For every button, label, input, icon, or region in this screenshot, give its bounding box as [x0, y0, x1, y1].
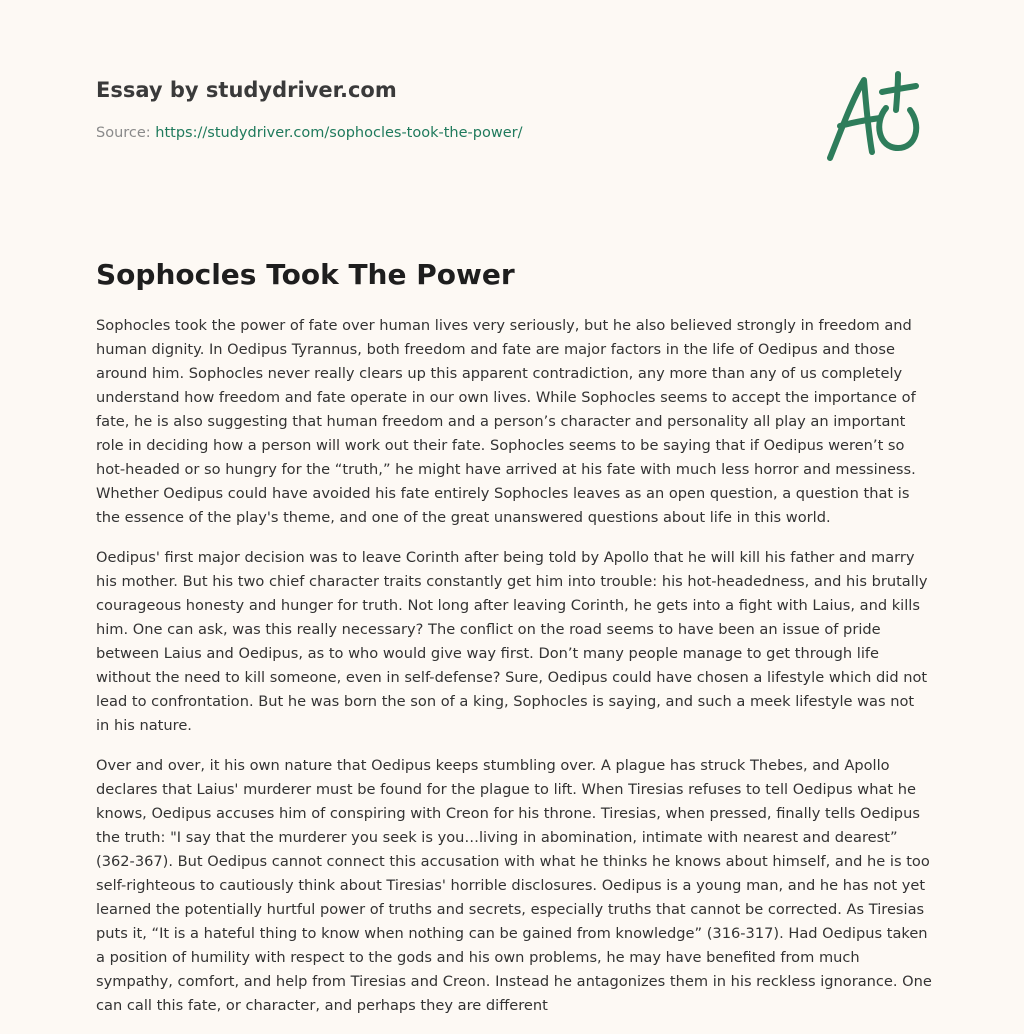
essay-title: Sophocles Took The Power: [96, 258, 515, 291]
essay-paragraph: Sophocles took the power of fate over human lives very seriously, but he also believed strongly in freedom and human dignity. In Oedipus Tyrannus, both freedom and fate are major factors in the life of Oedipus and those around him. Sophocles never really clears up this apparent contradiction, any more than any of us completely understand how freedom and fate operate in our own lives. While Sophocles seems to accept the importance of fate, he is also suggesting that human freedom and a person’s character and personality all play an important role in deciding how a person will work out their fate. Sophocles seems to be saying that if Oedipus weren’t so hot-headed or so hungry for the “truth,” he might have arrived at his fate with much less horror and messiness. Whether Oedipus could have avoided his fate entirely Sophocles leaves as an open question, a question that is the essence of the play's theme, and one of the great unanswered questions about life in this world.: [96, 317, 916, 526]
essay-paragraph: Over and over, it his own nature that Oedipus keeps stumbling over. A plague has struck Thebes, and Apollo declares that Laius' murderer must be found for the plague to lift. When Tiresias refuses to tell Oedipus what he knows, Oedipus accuses him of conspiring with Creon for his throne. Tiresias, when pressed, finally tells Oedipus the truth: "I say that the murderer you seek is you…living in abomination, intimate with nearest and dearest” (362-367). But Oedipus cannot connect this accusation with what he thinks he knows about himself, and he is too self-righteous to cautiously think about Tiresias' horrible disclosures. Oedipus is a young man, and he has not yet learned the potentially hurtful power of truths and secrets, especially truths that cannot be corrected. As Tiresias puts it, “It is a hateful thing to know when nothing can be gained from knowledge” (316-317). Had Oedipus taken a position of humility with respect to the gods and his own problems, he may have benefited from much sympathy, comfort, and help from Tiresias and Creon. Instead he antagonizes them in his reckless ignorance. One can call this fate, or character, and perhaps they are different: [96, 757, 932, 1014]
source-link[interactable]: https://studydriver.com/sophocles-took-the-power/: [155, 125, 523, 141]
header: [96, 76, 796, 143]
source-line: [96, 123, 796, 143]
site-title: Essay by studydriver.com: [96, 78, 397, 102]
a-plus-logo-icon: [818, 64, 930, 168]
essay-body: [96, 314, 932, 1034]
source-label: Source:: [96, 125, 156, 141]
essay-paragraph: Oedipus' first major decision was to leave Corinth after being told by Apollo that he will kill his father and marry his mother. But his two chief character traits constantly get him into trouble: his hot-headedness, and his brutally courageous honesty and hunger for truth. Not long after leaving Corinth, he gets into a fight with Laius, and kills him. One can ask, was this really necessary? The conflict on the road seems to have been an issue of pride between Laius and Oedipus, as to who would give way first. Don’t many people manage to get through life without the need to kill someone, even in self-defense? Sure, Oedipus could have chosen a lifestyle which did not lead to confrontation. But he was born the son of a king, Sophocles is saying, and such a meek lifestyle was not in his nature.: [96, 549, 928, 734]
